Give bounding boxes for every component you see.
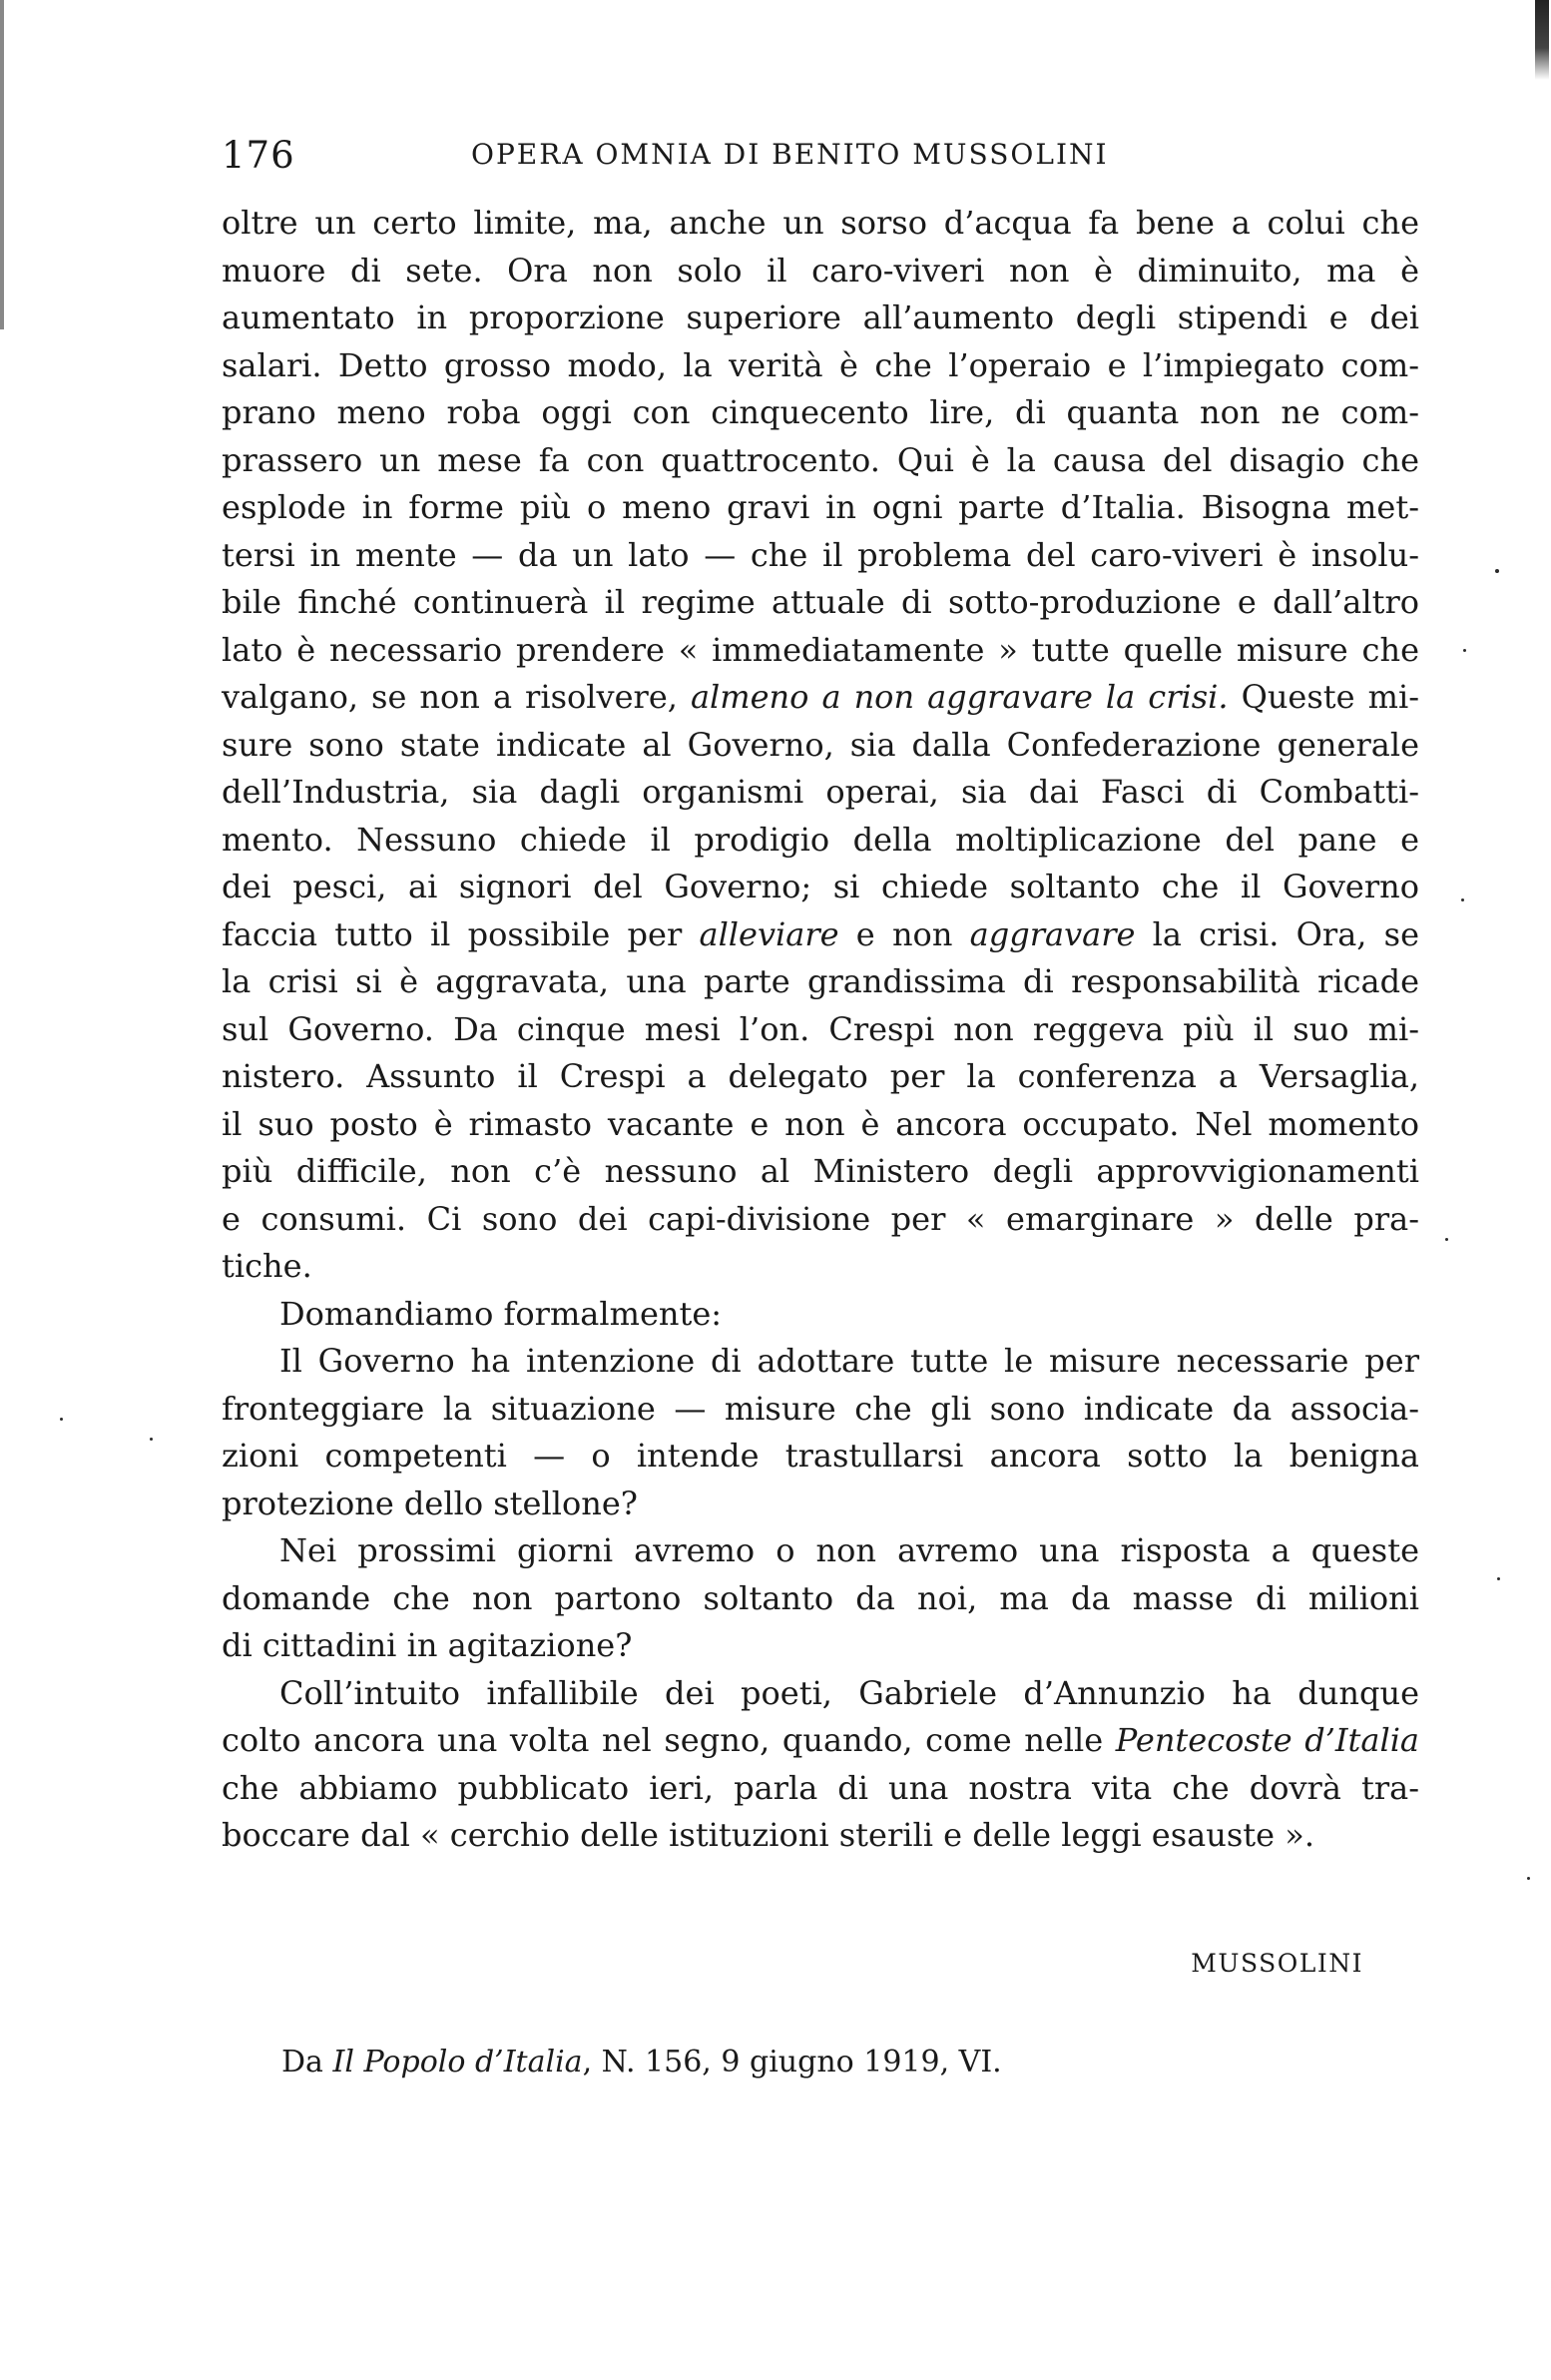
text-line: che abbiamo pubblicato ieri, parla di una nostra vita che dovrà tra-	[222, 1768, 1419, 1807]
text-line: più difficile, non c’è nessuno al Ministero degli approvvigionamenti	[222, 1152, 1419, 1190]
text-line	[222, 911, 1419, 959]
text-line: la crisi si è aggravata, una parte grandissima di responsabilità ricade	[222, 962, 1419, 1000]
text-run: faccia tutto il possibile per	[222, 914, 700, 953]
text-line: esplode in forme più o meno gravi in ogni parte d’Italia. Bisogna met-	[222, 488, 1419, 526]
text-run: Queste mi-	[1228, 678, 1419, 716]
text-line: di cittadini in agitazione?	[222, 1626, 633, 1664]
text-line: sure sono state indicate al Governo, sia dalla Confederazione generale	[222, 725, 1419, 764]
text-line: aumentato in proporzione superiore all’aumento degli stipendi e dei	[222, 298, 1419, 336]
scan-corner-mark	[1535, 0, 1549, 80]
paragraph-1	[222, 200, 1419, 1291]
scan-speck	[1445, 1238, 1448, 1241]
text-run: e non	[838, 914, 970, 953]
text-line: Nei prossimi giorni avremo o non avremo una risposta a queste	[279, 1531, 1419, 1569]
text-line: tiche.	[222, 1247, 312, 1285]
text-line: Il Governo ha intenzione di adottare tutte le misure necessarie per	[279, 1342, 1419, 1380]
text-line: prassero un mese fa con quattrocento. Qui è la causa del disagio che	[222, 440, 1419, 479]
running-head	[222, 134, 1364, 178]
text-run: colto ancora una volta nel segno, quando, come nelle	[222, 1721, 1116, 1759]
paragraph-3	[222, 1338, 1419, 1527]
text-line: fronteggiare la situazione — misure che gli sono indicate da associa-	[222, 1389, 1419, 1428]
author-signature: MUSSOLINI	[1191, 1949, 1363, 1978]
text-run: la crisi. Ora, se	[1135, 914, 1420, 953]
book-title: OPERA OMNIA DI BENITO MUSSOLINI	[471, 138, 1109, 171]
text-line: Domandiamo formalmente:	[279, 1294, 723, 1333]
scan-speck	[1463, 649, 1466, 652]
text-line: bile finché continuerà il regime attuale di sotto-produzione e dall’altro	[222, 583, 1419, 621]
text-line: oltre un certo limite, ma, anche un sorso d’acqua fa bene a colui che	[222, 204, 1419, 242]
text-line: Coll’intuito infallibile dei poeti, Gabriele d’Annunzio ha dunque	[279, 1673, 1419, 1712]
scan-speck	[1461, 898, 1464, 901]
article-body	[222, 200, 1419, 1860]
italic-emphasis: aggravare	[969, 914, 1136, 953]
source-details: , N. 156, 9 giugno 1919, VI.	[582, 2045, 1002, 2080]
text-line: dei pesci, ai signori del Governo; si chiede soltanto che il Governo	[222, 868, 1419, 905]
scan-speck	[1497, 1577, 1500, 1580]
text-line: sul Governo. Da cinque mesi l’on. Crespi non reggeva più il suo mi-	[222, 1009, 1419, 1048]
text-line: dell’Industria, sia dagli organismi operai, sia dai Fasci di Combatti-	[222, 773, 1419, 811]
source-publication: Il Popolo d’Italia	[332, 2045, 583, 2080]
text-line: e consumi. Ci sono dei capi-divisione per « emarginare » delle pra-	[222, 1199, 1419, 1238]
text-line	[222, 674, 1419, 722]
text-line: prano meno roba oggi con cinquecento lire, di quanta non ne com-	[222, 393, 1419, 431]
paragraph-2	[222, 1291, 1419, 1339]
text-run: valgano, se non a risolvere,	[222, 678, 691, 716]
scan-speck	[60, 1418, 63, 1421]
source-prefix: Da	[281, 2045, 333, 2080]
source-citation	[281, 2045, 1002, 2080]
text-line: lato è necessario prendere « immediatamente » tutte quelle misure che	[222, 630, 1419, 669]
text-line: boccare dal « cerchio delle istituzioni sterili e delle leggi esauste ».	[222, 1816, 1314, 1854]
paragraph-5	[222, 1670, 1419, 1860]
text-line: zioni competenti — o intende trastullarsi ancora sotto la benigna	[222, 1437, 1419, 1475]
paragraph-4	[222, 1527, 1419, 1670]
text-line: protezione dello stellone?	[222, 1484, 638, 1522]
text-line: salari. Detto grosso modo, la verità è che l’operaio e l’impiegato com-	[222, 345, 1419, 384]
text-line: muore di sete. Ora non solo il caro-viveri non è diminuito, ma è	[222, 251, 1419, 290]
scan-edge-shadow	[0, 0, 4, 329]
text-line: domande che non partono soltanto da noi, ma da masse di milioni	[222, 1578, 1419, 1617]
text-line: tersi in mente — da un lato — che il problema del caro-viveri è insolu-	[222, 535, 1419, 574]
text-line: il suo posto è rimasto vacante e non è ancora occupato. Nel momento	[222, 1104, 1419, 1143]
italic-emphasis: almeno a non aggravare la crisi.	[690, 678, 1229, 716]
text-line: mento. Nessuno chiede il prodigio della moltiplicazione del pane e	[222, 820, 1419, 859]
page-number: 176	[222, 134, 295, 177]
italic-emphasis: Pentecoste d’Italia	[1115, 1721, 1420, 1759]
scan-speck	[1495, 569, 1499, 573]
scan-speck	[1527, 1877, 1530, 1880]
text-line	[222, 1717, 1419, 1765]
italic-emphasis: alleviare	[699, 914, 839, 953]
text-line: nistero. Assunto il Crespi a delegato per la conferenza a Versaglia,	[222, 1057, 1419, 1095]
scan-speck	[150, 1438, 153, 1441]
